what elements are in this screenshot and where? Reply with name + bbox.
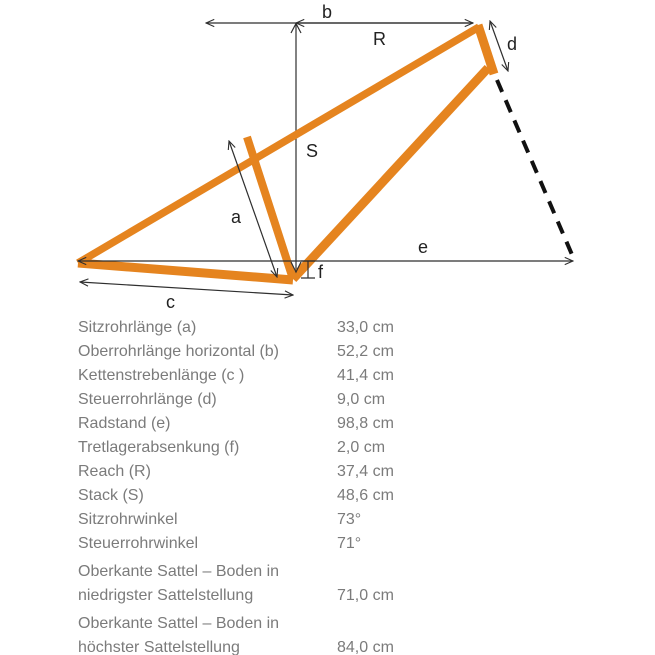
table-row bbox=[78, 436, 638, 460]
table-row bbox=[78, 532, 638, 556]
row-label: Sitzrohrwinkel bbox=[78, 511, 178, 528]
row-value: 71° bbox=[337, 535, 362, 552]
row-value: 98,8 cm bbox=[337, 415, 394, 432]
row-value: 2,0 cm bbox=[337, 439, 386, 456]
label-f: f bbox=[318, 262, 324, 282]
table-row bbox=[78, 364, 638, 388]
table-row bbox=[78, 484, 638, 508]
row-label: Steuerrohrwinkel bbox=[78, 535, 199, 552]
table-row bbox=[78, 412, 638, 436]
row-label-line1: Oberkante Sattel – Boden in bbox=[78, 563, 280, 580]
row-value: 71,0 cm bbox=[337, 587, 394, 604]
row-label-line1: Oberkante Sattel – Boden in bbox=[78, 615, 280, 632]
row-value: 48,6 cm bbox=[337, 487, 394, 504]
chainstay-line bbox=[78, 263, 293, 280]
row-label: Reach (R) bbox=[78, 463, 151, 480]
table-row bbox=[78, 508, 638, 532]
row-label: Radstand (e) bbox=[78, 415, 171, 432]
label-reach: R bbox=[373, 29, 386, 49]
row-value: 33,0 cm bbox=[337, 319, 394, 336]
geometry-table bbox=[78, 316, 638, 655]
label-c: c bbox=[166, 292, 175, 312]
row-value: 52,2 cm bbox=[337, 343, 394, 360]
row-label: Oberrohrlänge horizontal (b) bbox=[78, 343, 279, 360]
table-row bbox=[78, 340, 638, 364]
label-e: e bbox=[418, 237, 429, 257]
table-row bbox=[78, 316, 638, 340]
row-label: Stack (S) bbox=[78, 487, 144, 504]
label-a: a bbox=[231, 207, 242, 227]
row-value: 41,4 cm bbox=[337, 367, 394, 384]
table-row bbox=[78, 612, 638, 655]
row-label-line2: niedrigster Sattelstellung bbox=[78, 587, 254, 604]
row-value: 84,0 cm bbox=[337, 639, 394, 655]
row-label: Tretlagerabsenkung (f) bbox=[78, 439, 240, 456]
label-stack: S bbox=[306, 141, 319, 161]
row-label: Kettenstrebenlänge (c ) bbox=[78, 367, 245, 384]
row-label: Sitzrohrlänge (a) bbox=[78, 319, 197, 336]
row-value: 73° bbox=[337, 511, 362, 528]
frame-diagram bbox=[0, 0, 655, 315]
down-tube-line bbox=[293, 68, 488, 279]
row-value: 37,4 cm bbox=[337, 463, 394, 480]
row-label bbox=[78, 560, 337, 608]
table-row bbox=[78, 388, 638, 412]
fork-dashed-line bbox=[497, 80, 573, 257]
table-row bbox=[78, 460, 638, 484]
row-label-line2: höchster Sattelstellung bbox=[78, 639, 240, 655]
row-label bbox=[78, 612, 337, 655]
row-label: Steuerrohrlänge (d) bbox=[78, 391, 217, 408]
dim-c-line bbox=[80, 282, 293, 295]
label-b: b bbox=[322, 2, 333, 22]
table-row bbox=[78, 560, 638, 608]
label-d: d bbox=[507, 34, 518, 54]
row-value: 9,0 cm bbox=[337, 391, 386, 408]
